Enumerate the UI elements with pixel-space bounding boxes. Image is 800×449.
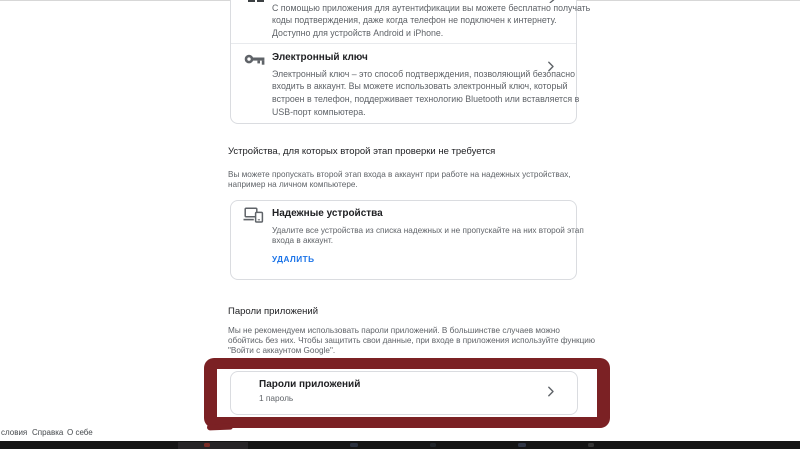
taskbar-app-icon[interactable]	[588, 443, 594, 447]
taskbar-app-icon[interactable]	[350, 443, 358, 447]
trusted-devices-heading: Устройства, для которых второй этап проверки не требуется	[228, 146, 496, 157]
chevron-right-icon	[547, 386, 555, 397]
trusted-devices-card-title: Надежные устройства	[272, 207, 383, 219]
app-passwords-count: 1 пароль	[259, 393, 294, 403]
devices-icon	[243, 207, 264, 223]
trusted-devices-description: Вы можете пропускать второй этап входа в аккаунт при работе на надежных устройствах, например на личном компьютере.	[228, 169, 571, 189]
trusted-devices-card-description: Удалите все устройства из списка надежных и не пропускайте на них второй этап входа в аккаунт.	[272, 226, 584, 246]
taskbar[interactable]	[0, 441, 800, 449]
footer-link-terms[interactable]: словия	[1, 428, 28, 437]
app-passwords-description: Мы не рекомендуем использовать пароли приложений. В большинстве случаев можно обойтись без них. Чтобы защитить свои данные, при входе в приложения используйте функцию "Войти с аккаунтом Google".	[228, 325, 596, 356]
app-passwords-heading: Пароли приложений	[228, 305, 319, 317]
delete-trusted-devices-button[interactable]: УДАЛИТЬ	[272, 254, 315, 264]
taskbar-app-icon[interactable]	[518, 443, 526, 447]
taskbar-app-icon[interactable]	[204, 443, 210, 447]
security-key-title: Электронный ключ	[272, 52, 368, 63]
authenticator-description: С помощью приложения для аутентификации вы можете бесплатно получать коды подтверждения, даже когда телефон не подключен к интернету. Доступно для устройств Android и iPhone.	[272, 2, 591, 38]
card-row-divider	[231, 43, 576, 44]
security-key-description: Электронный ключ – это способ подтверждения, позволяющий безопасно входить в аккаунт. Вы можете использовать электронный ключ, который встроен в телефон, поддерживает технологию Bluetooth или вставляется в USB-порт компьютера.	[272, 68, 580, 117]
app-passwords-card-title: Пароли приложений	[259, 378, 361, 390]
footer-link-about[interactable]: О себе	[67, 428, 93, 437]
red-highlight-stroke-overlap	[207, 424, 233, 431]
footer-link-help[interactable]: Справка	[32, 428, 64, 437]
key-icon	[243, 52, 265, 67]
taskbar-active-app[interactable]	[178, 442, 248, 449]
taskbar-app-icon[interactable]	[430, 443, 436, 447]
chevron-right-icon	[547, 61, 555, 72]
